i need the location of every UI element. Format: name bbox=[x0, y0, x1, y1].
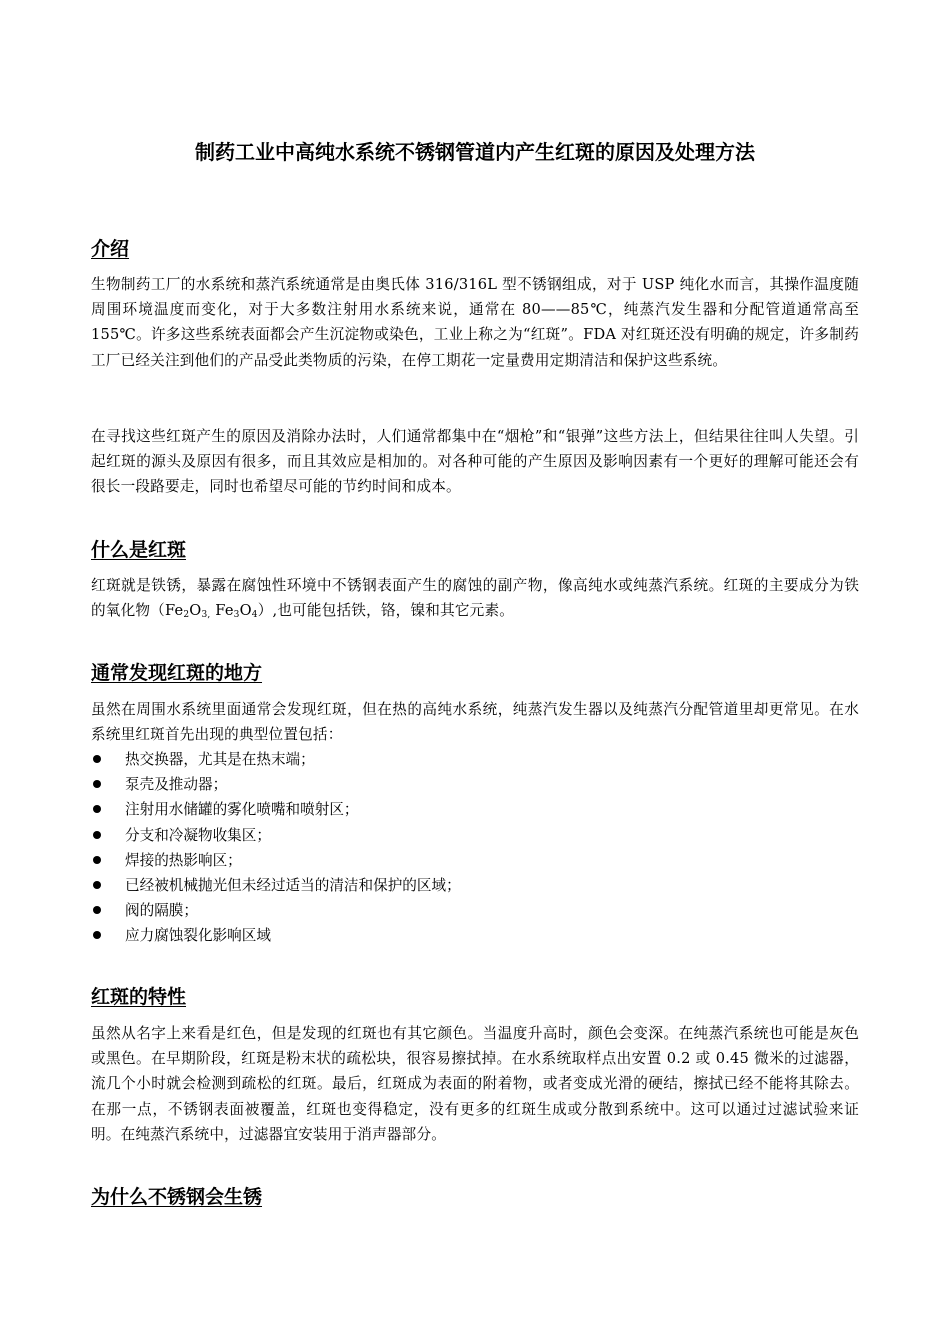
formula-part: O bbox=[239, 602, 252, 620]
intro-paragraph-2: 在寻找这些红斑产生的原因及消除办法时，人们通常都集中在“烟枪”和“银弹”这些方法上，但结果往往叫人失望。引起红斑的源头及原因有很多，而且其效应是相加的。对各种可能的产生原因及影响因素有一个更好的理解可能还会有很长一段路要走，同时也希望尽可能的节约时间和成本。 bbox=[91, 428, 859, 496]
list-item-text: 分支和冷凝物收集区； bbox=[125, 826, 271, 844]
list-item-text: 阀的隔膜； bbox=[125, 902, 198, 920]
list-item bbox=[91, 848, 859, 873]
intro-heading: 介绍 bbox=[91, 238, 130, 260]
bullet-icon bbox=[93, 831, 101, 839]
list-item bbox=[91, 823, 859, 848]
formula-subscript: 2 bbox=[183, 610, 190, 621]
formula-part: O bbox=[189, 602, 202, 620]
what-paragraph bbox=[91, 573, 859, 623]
list-item bbox=[91, 772, 859, 797]
list-item bbox=[91, 923, 859, 948]
intro-paragraph-1: 生物制药工厂的水系统和蒸汽系统通常是由奥氏体 316/316L 型不锈钢组成，对于 USP 纯化水而言，其操作温度随周围环境温度而变化，对于大多数注射用水系统来说，通常在 80——85℃，纯蒸汽发生器和分配管道通常高至 155℃。许多这些系统表面都会产生沉淀物或染色，工业上称之为“红斑”。FDA 对红斑还没有明确的规定，许多制药工厂已经关注到他们的产品受此类物质的污染，在停工期花一定量费用定期清洁和保护这些系统。 bbox=[91, 276, 859, 369]
why-heading: 为什么不锈钢会生锈 bbox=[91, 1186, 263, 1208]
list-item-text: 热交换器，尤其是在热末端； bbox=[125, 751, 315, 768]
bullet-icon bbox=[93, 856, 101, 864]
what-text-before: 红斑就是铁锈，暴露在腐蚀性环境中不锈钢表面产生的腐蚀的副产物，像高纯水或纯蒸汽系统。红斑的主要成分为铁的氧化物（Fe bbox=[91, 577, 859, 620]
where-heading: 通常发现红斑的地方 bbox=[91, 662, 263, 684]
list-item bbox=[91, 797, 859, 822]
list-item-text: 已经被机械抛光但未经过适当的清洁和保护的区域； bbox=[125, 876, 461, 894]
where-paragraph: 虽然在周围水系统里面通常会发现红斑，但在热的高纯水系统，纯蒸汽发生器以及纯蒸汽分配管道里却更常见。在水系统里红斑首先出现的典型位置包括： bbox=[91, 701, 859, 744]
what-text-after: ）,也可能包括铁，铬，镍和其它元素。 bbox=[257, 602, 515, 620]
formula-fe3o4 bbox=[210, 602, 257, 619]
bullet-icon bbox=[93, 906, 101, 914]
bullet-icon bbox=[93, 931, 101, 939]
list-item bbox=[91, 898, 859, 923]
formula-subscript: 4 bbox=[251, 610, 258, 621]
bullet-icon bbox=[93, 881, 101, 889]
formula-fe2o3 bbox=[183, 602, 210, 619]
list-item-text: 泵壳及推动器； bbox=[125, 776, 228, 794]
list-item-text: 应力腐蚀裂化影响区域 bbox=[125, 927, 271, 945]
traits-heading: 红斑的特性 bbox=[91, 986, 187, 1008]
what-heading: 什么是红斑 bbox=[91, 539, 187, 561]
list-item-text: 注射用水储罐的雾化喷嘴和喷射区； bbox=[125, 801, 359, 819]
list-item bbox=[91, 747, 859, 772]
formula-subscript: 3, bbox=[201, 610, 211, 621]
bullet-icon bbox=[93, 755, 101, 763]
formula-part: Fe bbox=[210, 602, 234, 620]
bullet-icon bbox=[93, 780, 101, 788]
list-item bbox=[91, 873, 859, 898]
formula-subscript: 3 bbox=[233, 610, 240, 621]
bullet-icon bbox=[93, 805, 101, 813]
page-title: 制药工业中高纯水系统不锈钢管道内产生红斑的原因及处理方法 bbox=[195, 140, 755, 164]
location-list bbox=[91, 747, 859, 949]
list-item-text: 焊接的热影响区； bbox=[125, 851, 242, 869]
traits-paragraph: 虽然从名字上来看是红色，但是发现的红斑也有其它颜色。当温度升高时，颜色会变深。在纯蒸汽系统也可能是灰色或黑色。在早期阶段，红斑是粉末状的疏松块，很容易擦拭掉。在水系统取样点出安置 0.2 或 0.45 微米的过滤器，流几个小时就会检测到疏松的红斑。最后，红斑成为表面的附着物，或者变成光滑的硬结，擦拭已经不能将其除去。在那一点，不锈钢表面被覆盖，红斑也变得稳定，没有更多的红斑生成或分散到系统中。这可以通过过滤试验来证明。在纯蒸汽系统中，过滤器宜安装用于消声器部分。 bbox=[91, 1025, 859, 1143]
